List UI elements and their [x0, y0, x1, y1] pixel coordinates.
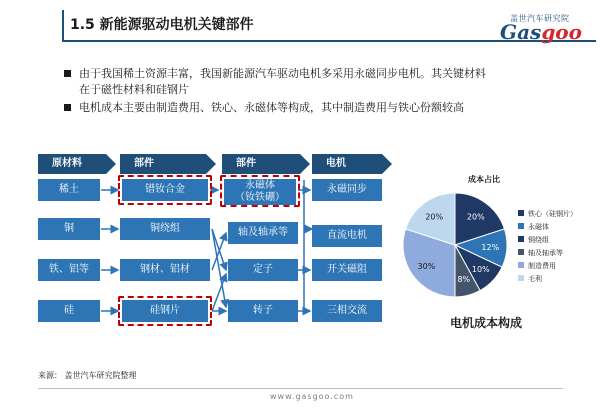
- bullet-1-line1: 由于我国稀土资源丰富，我国新能源汽车驱动电机多采用永磁同步电机。其关键材料: [79, 67, 486, 80]
- legend-label: 永磁体: [528, 223, 549, 231]
- pie-label-0: 20%: [466, 212, 485, 222]
- logo-subtitle: 盖世汽车研究院: [510, 14, 570, 23]
- logo-text-a: Gas: [500, 20, 542, 44]
- pie-label-4: 30%: [417, 261, 436, 271]
- bullet-1-line2: 在于磁性材料和硅钢片: [79, 83, 189, 96]
- pie-label-5: 20%: [425, 212, 444, 222]
- raw-iron-aluminum: 铁、铝等: [38, 259, 100, 281]
- pie-title: 成本占比: [468, 175, 500, 184]
- motor-pmsm: 永磁同步: [312, 179, 382, 201]
- legend-label: 铜绕组: [528, 236, 549, 244]
- part-copper-winding: 铜绕组: [120, 218, 210, 240]
- part-stator: 定子: [228, 259, 298, 281]
- footer-url: www.gasgoo.com: [270, 392, 354, 401]
- part-pr-nd-alloy-highlight: [118, 175, 212, 205]
- legend-item-5: [518, 273, 577, 286]
- part-rotor: 转子: [228, 300, 298, 322]
- legend-item-2: [518, 234, 577, 247]
- part-steel-aluminum: 钢材、铝材: [120, 259, 210, 281]
- pie-caption: 电机成本构成: [450, 316, 523, 330]
- footer-divider: [38, 388, 563, 389]
- bullet-2-line1: 电机成本主要由制造费用、铁心、永磁体等构成，其中制造费用与铁心份额较高: [79, 101, 464, 114]
- legend-swatch: [518, 210, 524, 216]
- part-silicon-steel: 硅钢片: [122, 300, 208, 322]
- part-magnet-highlight: [220, 175, 300, 207]
- motor-three-phase-ac: 三相交流: [312, 300, 382, 322]
- flow-header-parts-1: 部件: [120, 154, 206, 174]
- legend-label: 铁心（硅钢片）: [528, 210, 577, 218]
- part-permanent-magnet: [224, 179, 296, 205]
- legend-label: 轴及轴承等: [528, 249, 563, 257]
- legend-label: 制造费用: [528, 262, 556, 270]
- slide-title: 1.5 新能源驱动电机关键部件: [70, 17, 254, 33]
- source-note: 来源： 盖世汽车研究院整理: [38, 371, 137, 380]
- pie-label-2: 10%: [471, 265, 490, 275]
- legend-swatch: [518, 275, 524, 281]
- flow-header-parts-2: 部件: [222, 154, 300, 174]
- magnet-sublabel: （钕铁硼）: [235, 192, 285, 203]
- raw-copper: 铜: [38, 218, 100, 240]
- part-silicon-steel-highlight: [118, 296, 212, 326]
- legend-item-3: [518, 247, 577, 260]
- pie-legend: [518, 208, 577, 286]
- raw-rare-earth: 稀土: [38, 179, 100, 201]
- part-pr-nd-alloy: 镨钕合金: [122, 179, 208, 201]
- legend-swatch: [518, 236, 524, 242]
- motor-switched-reluctance: 开关磁阻: [312, 259, 382, 281]
- part-shaft-bearing: 轴及轴承等: [228, 222, 298, 244]
- motor-dc: 直流电机: [312, 225, 382, 247]
- legend-item-0: [518, 208, 577, 221]
- legend-label: 毛利: [528, 275, 542, 283]
- legend-swatch: [518, 262, 524, 268]
- magnet-label: 永磁体: [245, 180, 275, 191]
- legend-item-1: [518, 221, 577, 234]
- logo-text-b: goo: [541, 20, 582, 44]
- raw-silicon: 硅: [38, 300, 100, 322]
- cost-pie-chart: [400, 190, 510, 300]
- flow-header-motor: 电机: [312, 154, 382, 174]
- legend-swatch: [518, 223, 524, 229]
- pie-label-1: 12%: [481, 243, 500, 253]
- flow-header-raw-materials: 原材料: [38, 154, 106, 174]
- pie-label-3: 8%: [457, 275, 471, 285]
- legend-swatch: [518, 249, 524, 255]
- legend-item-4: [518, 260, 577, 273]
